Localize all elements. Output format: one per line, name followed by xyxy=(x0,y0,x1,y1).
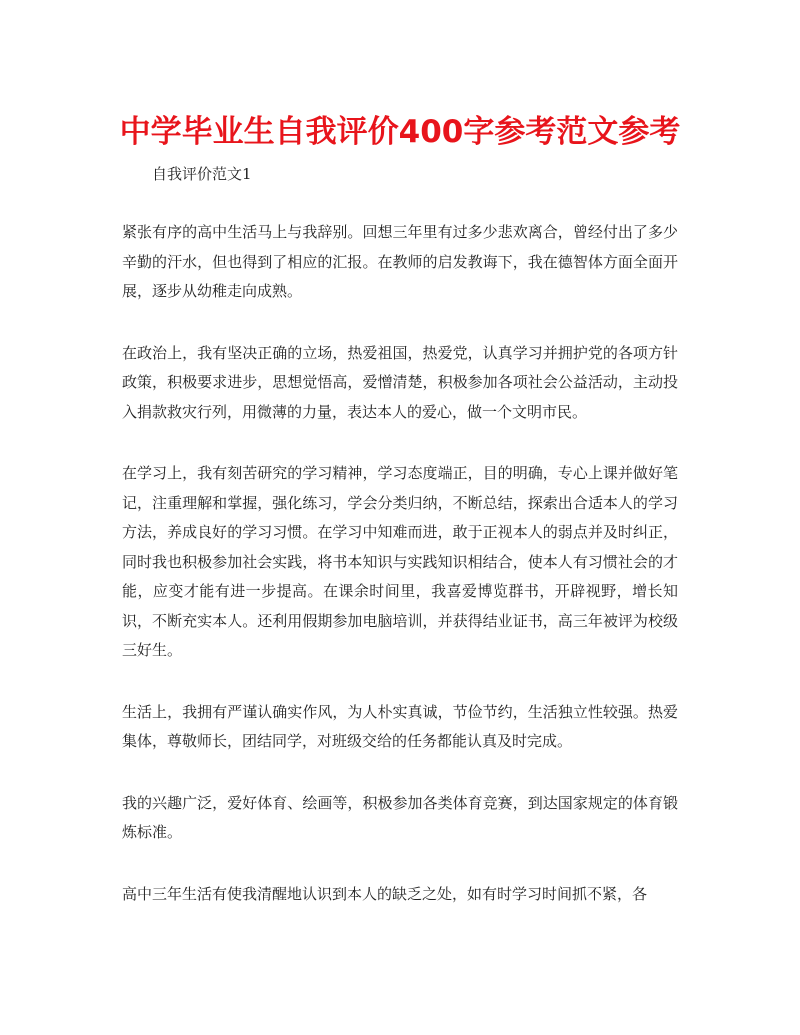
paragraph: 生活上，我拥有严谨认确实作风，为人朴实真诚，节俭节约，生活独立性较强。热爱集体，尊敬师长，团结同学，对班级交给的任务都能认真及时完成。 xyxy=(122,702,678,750)
document-subtitle: 自我评价范文1 xyxy=(152,165,252,183)
paragraph: 高中三年生活有使我清醒地认识到本人的缺乏之处，如有时学习时间抓不紧，各 xyxy=(122,884,648,903)
paragraph: 我的兴趣广泛，爱好体育、绘画等，积极参加各类体育竞赛，到达国家规定的体育锻炼标准。 xyxy=(122,793,678,841)
document-title: 中学毕业生自我评价400字参考范文参考 xyxy=(119,114,681,150)
paragraph: 在学习上，我有刻苦研究的学习精神，学习态度端正，目的明确，专心上课并做好笔记，注重理解和掌握，强化练习，学会分类归纳，不断总结，探索出合适本人的学习方法，养成良好的学习习惯。在学习中知难而进，敢于正视本人的弱点并及时纠正，同时我也积极参加社会实践，将书本知识与实践知识相结合，使本人有习惯社会的才能，应变才能有进一步提高。在课余时间里，我喜爱博览群书，开辟视野，增长知识，不断充实本人。还利用假期参加电脑培训，并获得结业证书，高三年被评为校级三好生。 xyxy=(122,464,678,659)
paragraph: 紧张有序的高中生活马上与我辞别。回想三年里有过多少悲欢离合，曾经付出了多少辛勤的汗水，但也得到了相应的汇报。在教师的启发教诲下，我在德智体方面全面开展，逐步从幼稚走向成熟。 xyxy=(122,223,678,300)
paragraph: 在政治上，我有坚决正确的立场，热爱祖国，热爱党，认真学习并拥护党的各项方针政策，积极要求进步，思想觉悟高，爱憎清楚，积极参加各项社会公益活动，主动投入捐款救灾行列，用微薄的力量，表达本人的爱心，做一个文明市民。 xyxy=(122,343,678,421)
document-body xyxy=(122,218,678,941)
